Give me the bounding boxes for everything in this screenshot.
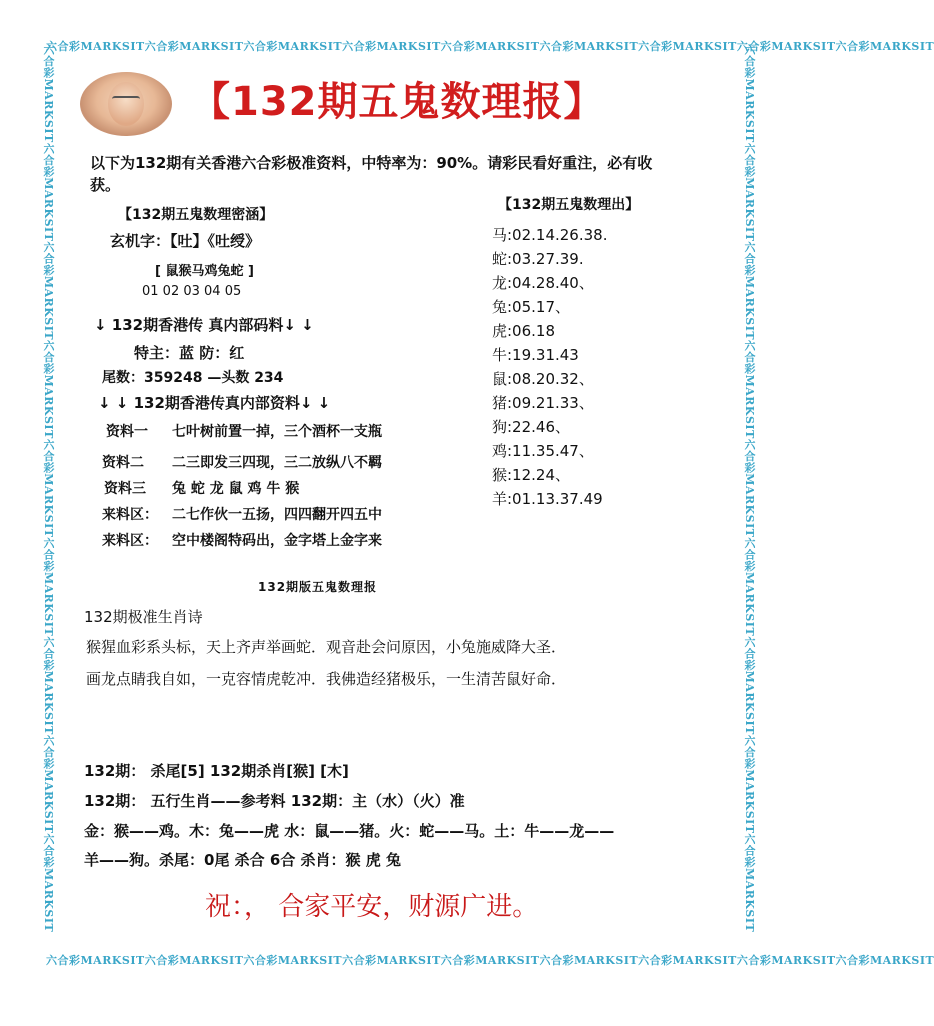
bottom-line-2: 132期： 五行生肖——参考料 132期：主（水）（火）准 bbox=[84, 792, 465, 810]
material-label-1: 资料一 bbox=[106, 424, 148, 440]
border-bottom-text: 六合彩MARKSIT六合彩MARKSIT六合彩MARKSIT六合彩MARKSIT六合彩MARKSIT六合彩MARKSIT六合彩MARKSIT六合彩MARKSIT六合彩MARKSIT bbox=[46, 954, 934, 967]
right-row-hou: 猴:12.24、 bbox=[492, 466, 570, 484]
border-left-text: 六合彩MARKSIT六合彩MARKSIT六合彩MARKSIT六合彩MARKSIT六合彩MARKSIT六合彩MARKSIT六合彩MARKSIT六合彩MARKSIT六合彩MARKSIT bbox=[42, 44, 55, 933]
right-column-title: 【132期五鬼数理出】 bbox=[498, 197, 640, 213]
material-text-2: 二三即发三四现，三二放纵八不羁 bbox=[172, 455, 382, 471]
portrait-image bbox=[80, 72, 172, 136]
material-label-4: 来料区： bbox=[102, 507, 158, 523]
zodiac-numbers: 01 02 03 04 05 bbox=[142, 284, 242, 299]
border-right-text: 六合彩MARKSIT六合彩MARKSIT六合彩MARKSIT六合彩MARKSIT六合彩MARKSIT六合彩MARKSIT六合彩MARKSIT六合彩MARKSIT六合彩MARKSIT bbox=[743, 44, 756, 933]
glasses-shape bbox=[112, 96, 140, 104]
right-row-hu: 虎:06.18 bbox=[492, 322, 555, 340]
bottom-line-4: 羊——狗。杀尾：0尾 杀合 6合 杀肖：猴 虎 兔 bbox=[84, 851, 401, 869]
page-title: 【132期五鬼数理报】 bbox=[190, 79, 605, 125]
bottom-line-3: 金：猴——鸡。木：兔——虎 水：鼠——猪。火：蛇——马。土：牛——龙—— bbox=[84, 822, 615, 840]
weishu-text: 尾数：359248 —头数 234 bbox=[102, 370, 284, 386]
blessing-text: 祝：， 合家平安，财源广进。 bbox=[205, 892, 539, 922]
bottom-line-1: 132期： 杀尾[5] 132期杀肖[猴] [木] bbox=[84, 762, 349, 780]
tezhu-text: 特主：蓝 防：红 bbox=[134, 344, 245, 362]
right-row-ji: 鸡:11.35.47、 bbox=[492, 442, 594, 460]
material-label-2: 资料二 bbox=[102, 455, 144, 471]
right-row-long: 龙:04.28.40、 bbox=[492, 274, 594, 292]
right-row-ma: 马:02.14.26.38. bbox=[492, 226, 608, 244]
material-text-4: 二七作伙一五扬，四四翻开四五中 bbox=[172, 507, 382, 523]
material-text-3: 兔 蛇 龙 鼠 鸡 牛 猴 bbox=[172, 481, 300, 497]
right-row-gou: 狗:22.46、 bbox=[492, 418, 570, 436]
material-text-5: 空中楼阁特码出，金字塔上金字来 bbox=[172, 533, 382, 549]
poem-title: 132期极准生肖诗 bbox=[84, 608, 203, 626]
section-code-title: ↓ 132期香港传 真内部码料↓ ↓ bbox=[94, 316, 314, 334]
right-row-niu: 牛:19.31.43 bbox=[492, 346, 579, 364]
right-row-yang: 羊:01.13.37.49 bbox=[492, 490, 603, 508]
material-label-5: 来料区： bbox=[102, 533, 158, 549]
xuanji-text: 玄机字：【吐】《吐绶》 bbox=[110, 232, 261, 250]
face-shape bbox=[108, 82, 144, 126]
poem-line-2: 画龙点睛我自如，一克容情虎乾冲．我佛造经猪极乐，一生清苦鼠好命． bbox=[86, 670, 567, 688]
section-material-title: ↓ ↓ 132期香港传真内部资料↓ ↓ bbox=[98, 394, 331, 412]
right-row-zhu: 猪:09.21.33、 bbox=[492, 394, 594, 412]
right-row-shu: 鼠:08.20.32、 bbox=[492, 370, 594, 388]
material-text-1: 七叶树前置一掉，三个酒杯一支瓶 bbox=[172, 424, 382, 440]
intro-line-1: 以下为132期有关香港六合彩极准资料，中特率为：90%。请彩民看好重注，必有收 bbox=[90, 154, 653, 172]
border-top-text: 六合彩MARKSIT六合彩MARKSIT六合彩MARKSIT六合彩MARKSIT六合彩MARKSIT六合彩MARKSIT六合彩MARKSIT六合彩MARKSIT六合彩MARKSIT bbox=[46, 40, 934, 53]
section-mihan-title: 【132期五鬼数理密涵】 bbox=[118, 207, 274, 223]
right-row-she: 蛇:03.27.39. bbox=[492, 250, 584, 268]
right-row-tu: 兔:05.17、 bbox=[492, 298, 570, 316]
intro-line-2: 获。 bbox=[90, 176, 121, 194]
poem-line-1: 猴猩血彩系头标，天上齐声举画蛇．观音赴会问原因，小兔施威降大圣． bbox=[86, 638, 567, 656]
material-label-3: 资料三 bbox=[104, 481, 146, 497]
middle-caption: 132期版五鬼数理报 bbox=[258, 580, 378, 594]
zodiac-bracket: [ 鼠猴马鸡兔蛇 ] bbox=[155, 264, 254, 279]
